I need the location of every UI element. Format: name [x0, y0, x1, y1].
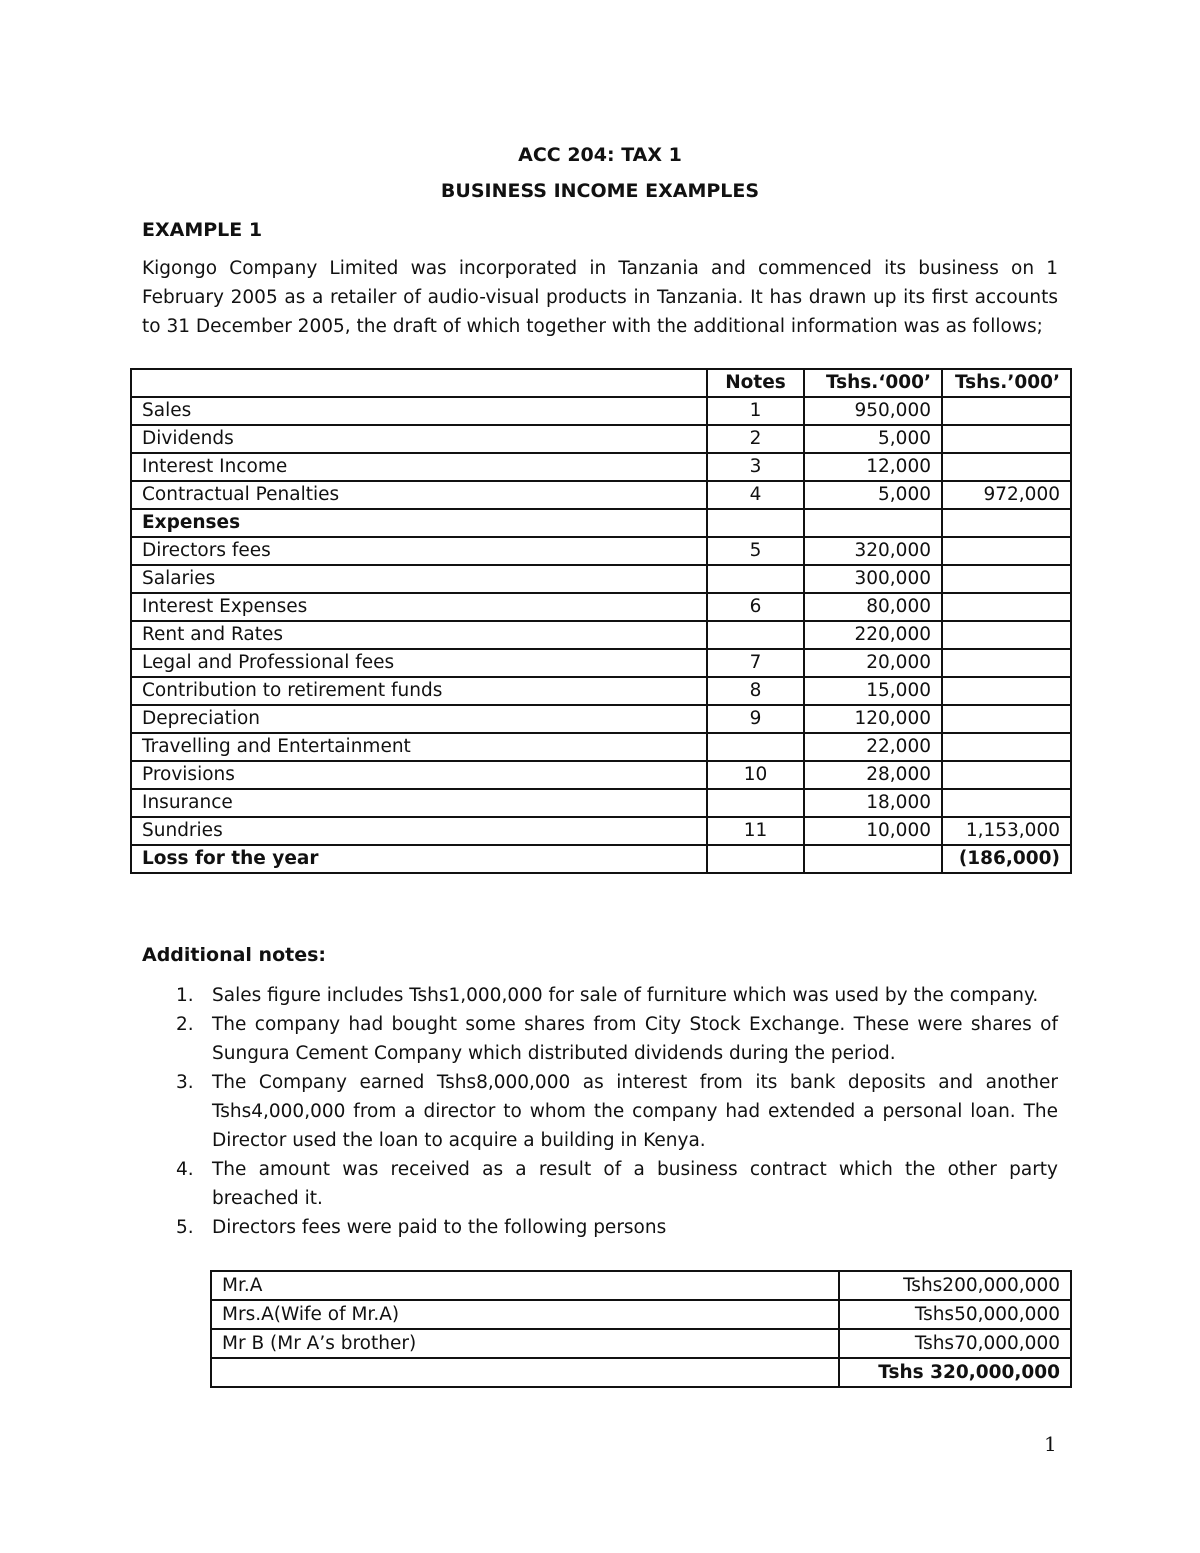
- director-name: [211, 1358, 839, 1387]
- header-cell: Tshs.‘000’: [804, 369, 942, 397]
- cell-total: [942, 621, 1071, 649]
- cell-total: (186,000): [942, 845, 1071, 873]
- table-row: [131, 761, 1071, 789]
- table-row: [211, 1329, 1071, 1358]
- list-item: [142, 1213, 1058, 1242]
- page-number: 1: [1044, 1432, 1057, 1456]
- list-number: 5.: [176, 1217, 194, 1238]
- cell-label: Interest Expenses: [131, 593, 707, 621]
- list-number: 3.: [176, 1072, 194, 1093]
- cell-total: 1,153,000: [942, 817, 1071, 845]
- cell-total: [942, 649, 1071, 677]
- cell-label: Insurance: [131, 789, 707, 817]
- header-cell: Notes: [707, 369, 804, 397]
- total-row: [211, 1358, 1071, 1387]
- director-name: Mrs.A(Wife of Mr.A): [211, 1300, 839, 1329]
- cell-note: [707, 789, 804, 817]
- list-text: Directors fees were paid to the following persons: [212, 1217, 667, 1238]
- cell-label: Sales: [131, 397, 707, 425]
- directors-fees-table: [210, 1270, 1072, 1388]
- cell-total: 972,000: [942, 481, 1071, 509]
- table-row: [131, 565, 1071, 593]
- cell-label: Loss for the year: [131, 845, 707, 873]
- list-text: The Company earned Tshs8,000,000 as interest from its bank deposits and another Tshs4,000,000 from a director to whom the company had extended a personal loan. The Director used the loan to acquire a building in Kenya.: [212, 1072, 1058, 1151]
- cell-amount: 320,000: [804, 537, 942, 565]
- table-row: [131, 509, 1071, 537]
- course-title: ACC 204: TAX 1: [518, 144, 682, 166]
- cell-amount: 20,000: [804, 649, 942, 677]
- cell-amount: 950,000: [804, 397, 942, 425]
- intro-paragraph: Kigongo Company Limited was incorporated in Tanzania and commenced its business on 1 February 2005 as a retailer of audio-visual products in Tanzania. It has drawn up its first accounts to 31 December 2005, the draft of which together with the additional information was as follows;: [142, 258, 1058, 337]
- cell-amount: 220,000: [804, 621, 942, 649]
- cell-amount: 5,000: [804, 425, 942, 453]
- cell-note: 3: [707, 453, 804, 481]
- list-number: 1.: [176, 985, 194, 1006]
- table-row: [131, 593, 1071, 621]
- cell-note: 10: [707, 761, 804, 789]
- table-row: [131, 481, 1071, 509]
- loss-row: [131, 845, 1071, 873]
- table-row: [131, 733, 1071, 761]
- cell-note: 8: [707, 677, 804, 705]
- cell-label: Legal and Professional fees: [131, 649, 707, 677]
- cell-total: [942, 509, 1071, 537]
- director-name: Mr B (Mr A’s brother): [211, 1329, 839, 1358]
- cell-amount: 18,000: [804, 789, 942, 817]
- notes-heading: Additional notes:: [142, 944, 326, 966]
- cell-note: 1: [707, 397, 804, 425]
- notes-list: [142, 981, 1058, 1242]
- list-item: [142, 981, 1058, 1010]
- table-row: [131, 537, 1071, 565]
- cell-label: Salaries: [131, 565, 707, 593]
- table-row: [131, 649, 1071, 677]
- cell-amount: 300,000: [804, 565, 942, 593]
- cell-note: 4: [707, 481, 804, 509]
- table-header-row: [131, 369, 1071, 397]
- cell-label: Dividends: [131, 425, 707, 453]
- cell-amount: 15,000: [804, 677, 942, 705]
- cell-amount: 120,000: [804, 705, 942, 733]
- list-number: 4.: [176, 1159, 194, 1180]
- list-text: The amount was received as a result of a business contract which the other party breached it.: [212, 1159, 1058, 1209]
- cell-label: Sundries: [131, 817, 707, 845]
- list-item: [142, 1010, 1058, 1068]
- cell-note: 7: [707, 649, 804, 677]
- document-subtitle: BUSINESS INCOME EXAMPLES: [440, 180, 760, 202]
- cell-label: Depreciation: [131, 705, 707, 733]
- cell-note: 9: [707, 705, 804, 733]
- director-fee: Tshs70,000,000: [839, 1329, 1071, 1358]
- cell-note: 5: [707, 537, 804, 565]
- list-text: The company had bought some shares from City Stock Exchange. These were shares of Sungura Cement Company which distributed dividends during the period.: [212, 1014, 1058, 1064]
- cell-amount: [804, 509, 942, 537]
- cell-note: [707, 733, 804, 761]
- header-cell: Tshs.’000’: [942, 369, 1071, 397]
- director-fee: Tshs50,000,000: [839, 1300, 1071, 1329]
- cell-label: Expenses: [131, 509, 707, 537]
- income-statement-table: [130, 368, 1072, 874]
- list-item: [142, 1068, 1058, 1155]
- cell-total: [942, 397, 1071, 425]
- cell-amount: 5,000: [804, 481, 942, 509]
- cell-note: [707, 509, 804, 537]
- cell-total: [942, 789, 1071, 817]
- cell-note: [707, 621, 804, 649]
- cell-label: Contractual Penalties: [131, 481, 707, 509]
- directors-total: Tshs 320,000,000: [839, 1358, 1071, 1387]
- cell-total: [942, 761, 1071, 789]
- cell-total: [942, 537, 1071, 565]
- table-row: [131, 453, 1071, 481]
- cell-amount: 10,000: [804, 817, 942, 845]
- cell-amount: 12,000: [804, 453, 942, 481]
- example-label: EXAMPLE 1: [142, 219, 263, 241]
- list-number: 2.: [176, 1014, 194, 1035]
- header-cell: [131, 369, 707, 397]
- table-row: [211, 1271, 1071, 1300]
- cell-total: [942, 677, 1071, 705]
- cell-label: Contribution to retirement funds: [131, 677, 707, 705]
- table-row: [131, 397, 1071, 425]
- cell-amount: 22,000: [804, 733, 942, 761]
- cell-label: Directors fees: [131, 537, 707, 565]
- cell-total: [942, 425, 1071, 453]
- cell-amount: [804, 845, 942, 873]
- list-item: [142, 1155, 1058, 1213]
- cell-label: Rent and Rates: [131, 621, 707, 649]
- cell-total: [942, 705, 1071, 733]
- table-row: [131, 705, 1071, 733]
- cell-label: Interest Income: [131, 453, 707, 481]
- cell-note: 2: [707, 425, 804, 453]
- cell-amount: 28,000: [804, 761, 942, 789]
- cell-note: [707, 565, 804, 593]
- table-row: [131, 677, 1071, 705]
- director-fee: Tshs200,000,000: [839, 1271, 1071, 1300]
- cell-total: [942, 453, 1071, 481]
- cell-note: 11: [707, 817, 804, 845]
- cell-total: [942, 733, 1071, 761]
- table-row: [131, 817, 1071, 845]
- cell-note: 6: [707, 593, 804, 621]
- table-row: [131, 789, 1071, 817]
- table-row: [211, 1300, 1071, 1329]
- cell-total: [942, 565, 1071, 593]
- table-row: [131, 621, 1071, 649]
- cell-label: Provisions: [131, 761, 707, 789]
- table-row: [131, 425, 1071, 453]
- cell-total: [942, 593, 1071, 621]
- cell-note: [707, 845, 804, 873]
- cell-amount: 80,000: [804, 593, 942, 621]
- list-text: Sales figure includes Tshs1,000,000 for sale of furniture which was used by the company.: [212, 985, 1039, 1006]
- director-name: Mr.A: [211, 1271, 839, 1300]
- cell-label: Travelling and Entertainment: [131, 733, 707, 761]
